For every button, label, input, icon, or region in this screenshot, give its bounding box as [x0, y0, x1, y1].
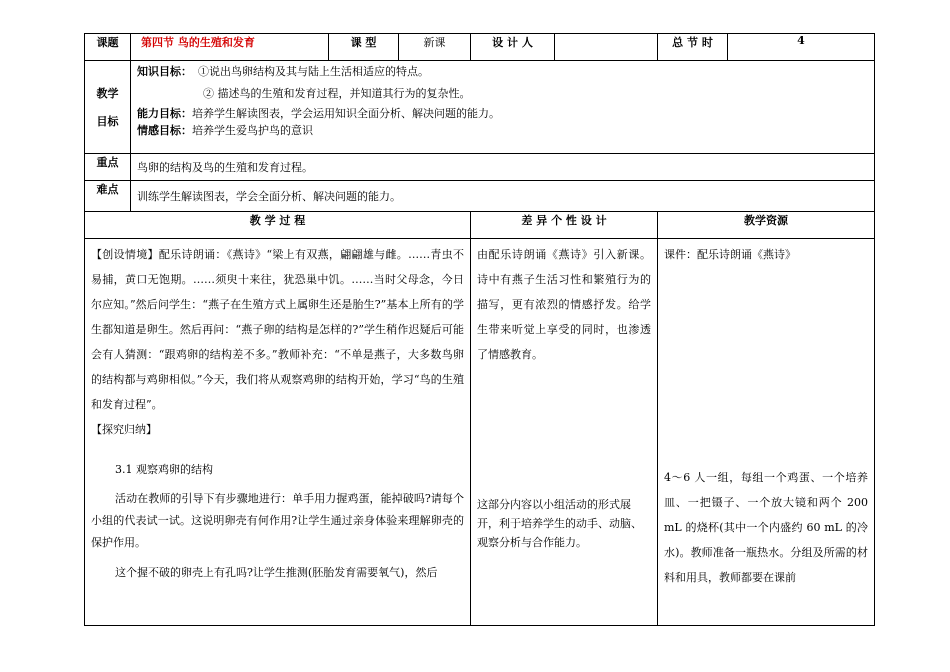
- objectives-row: [85, 61, 875, 154]
- column-heads-row: [85, 212, 875, 239]
- intro-paragraph: [91, 242, 464, 417]
- lesson-title: 第四节 鸟的生殖和发育: [131, 34, 329, 61]
- activity-paragraph-2: 这个握不破的卵壳上有孔吗?让学生推测(胚胎发育需要氧气)，然后: [115, 566, 438, 579]
- difficulty-text: 训练学生解读图表，学会全面分析、解决问题的能力。: [131, 181, 875, 212]
- content-row: [85, 239, 875, 626]
- objectives-label: [85, 61, 131, 154]
- differentiated-cell: [471, 239, 658, 626]
- difficulty-label: 难点: [85, 181, 131, 212]
- designer-label: 设 计 人: [471, 34, 555, 61]
- intro-tag: 【创设情境】: [91, 248, 159, 261]
- lesson-plan-table: [84, 33, 875, 626]
- ability-label: 能力目标：: [137, 107, 192, 120]
- emotion-goal: [137, 123, 868, 140]
- ability-text: 培养学生解读图表，学会运用知识全面分析、解决问题的能力。: [192, 107, 500, 120]
- designer-value: [555, 34, 658, 61]
- key-point-label: 重点: [85, 154, 131, 181]
- objectives-label-1: 教学: [96, 87, 119, 100]
- difficulty-row: [85, 181, 875, 212]
- resources-cell: [658, 239, 875, 626]
- objectives-label-2: 目标: [96, 115, 119, 128]
- emotion-text: 培养学生爱鸟护鸟的意识: [192, 123, 313, 137]
- resources-text-1: 课件：配乐诗朗诵《燕诗》: [664, 248, 796, 261]
- knowledge-goal-2: ② 描述鸟的生殖和发育过程，并知道其行为的复杂性。: [203, 86, 471, 100]
- activity-paragraph-1: 活动在教师的引导下有步骤地进行：单手用力握鸡蛋，能掉破吗?请每个小组的代表试一试。这说明卵壳有何作用?让学生通过亲身体验来理解卵壳的保护作用。: [91, 492, 464, 549]
- periods-value: 4: [728, 34, 875, 61]
- topic-label: 课题: [85, 34, 131, 61]
- key-point-row: [85, 154, 875, 181]
- explore-tag: 【探究归纳】: [91, 423, 157, 436]
- differentiated-heading: 差 异 个 性 设 计: [471, 212, 658, 239]
- header-row: [85, 34, 875, 61]
- objectives-content: [131, 61, 875, 154]
- resources-heading: 教学资源: [658, 212, 875, 239]
- differentiated-text-1: 由配乐诗朗诵《燕诗》引入新课。诗中有燕子生活习性和繁殖行为的描写，更有浓烈的情感抒发。给学生带来听觉上享受的同时，也渗透了情感教育。: [477, 248, 651, 361]
- knowledge-text-1: ①说出鸟卵结构及其与陆上生活相适应的特点。: [198, 65, 429, 78]
- key-point-text: 鸟卵的结构及鸟的生殖和发育过程。: [131, 154, 875, 181]
- type-value: 新课: [399, 34, 471, 61]
- section-title: 3.1 观察鸡卵的结构: [115, 463, 213, 476]
- knowledge-goal-1: [137, 64, 868, 81]
- periods-label: 总 节 时: [658, 34, 728, 61]
- ability-goal: [137, 106, 868, 123]
- differentiated-text-2: 这部分内容以小组活动的形式展开，利于培养学生的动手、动脑、观察分析与合作能力。: [477, 498, 642, 549]
- intro-text: 配乐诗朗诵：《燕诗》“梁上有双燕，翩翩雄与雌。……青虫不易捕，黄口无饱期。……须臾十来往，犹恐巢中饥。……当时父母念，今日尔应知。”然后问学生：“燕子在生殖方式上属卵生还是胎生?”基本上所有的学生都知道是卵生。然后再问：“燕子卵的结构是怎样的?”学生稍作迟疑后可能会有人猜测：“跟鸡卵的结构差不多。”教师补充：“不单是燕子，大多数鸟卵的结构都与鸡卵相似。”今天，我们将从观察鸡卵的结构开始，学习“鸟的生殖和发育过程”。: [91, 248, 465, 411]
- process-cell: [85, 239, 471, 626]
- type-label: 课 型: [329, 34, 399, 61]
- process-heading: 教 学 过 程: [85, 212, 471, 239]
- resources-text-2: 4～6 人一组，每组一个鸡蛋、一个培养皿、一把镊子、一个放大镜和两个 200 mL 的烧杯(其中一个内盛约 60 mL 的冷水)。教师准备一瓶热水。分组及所需的材料和用具，教师都要在课前: [664, 471, 868, 584]
- emotion-label: 情感目标：: [137, 123, 192, 137]
- knowledge-label: 知识目标：: [137, 65, 192, 78]
